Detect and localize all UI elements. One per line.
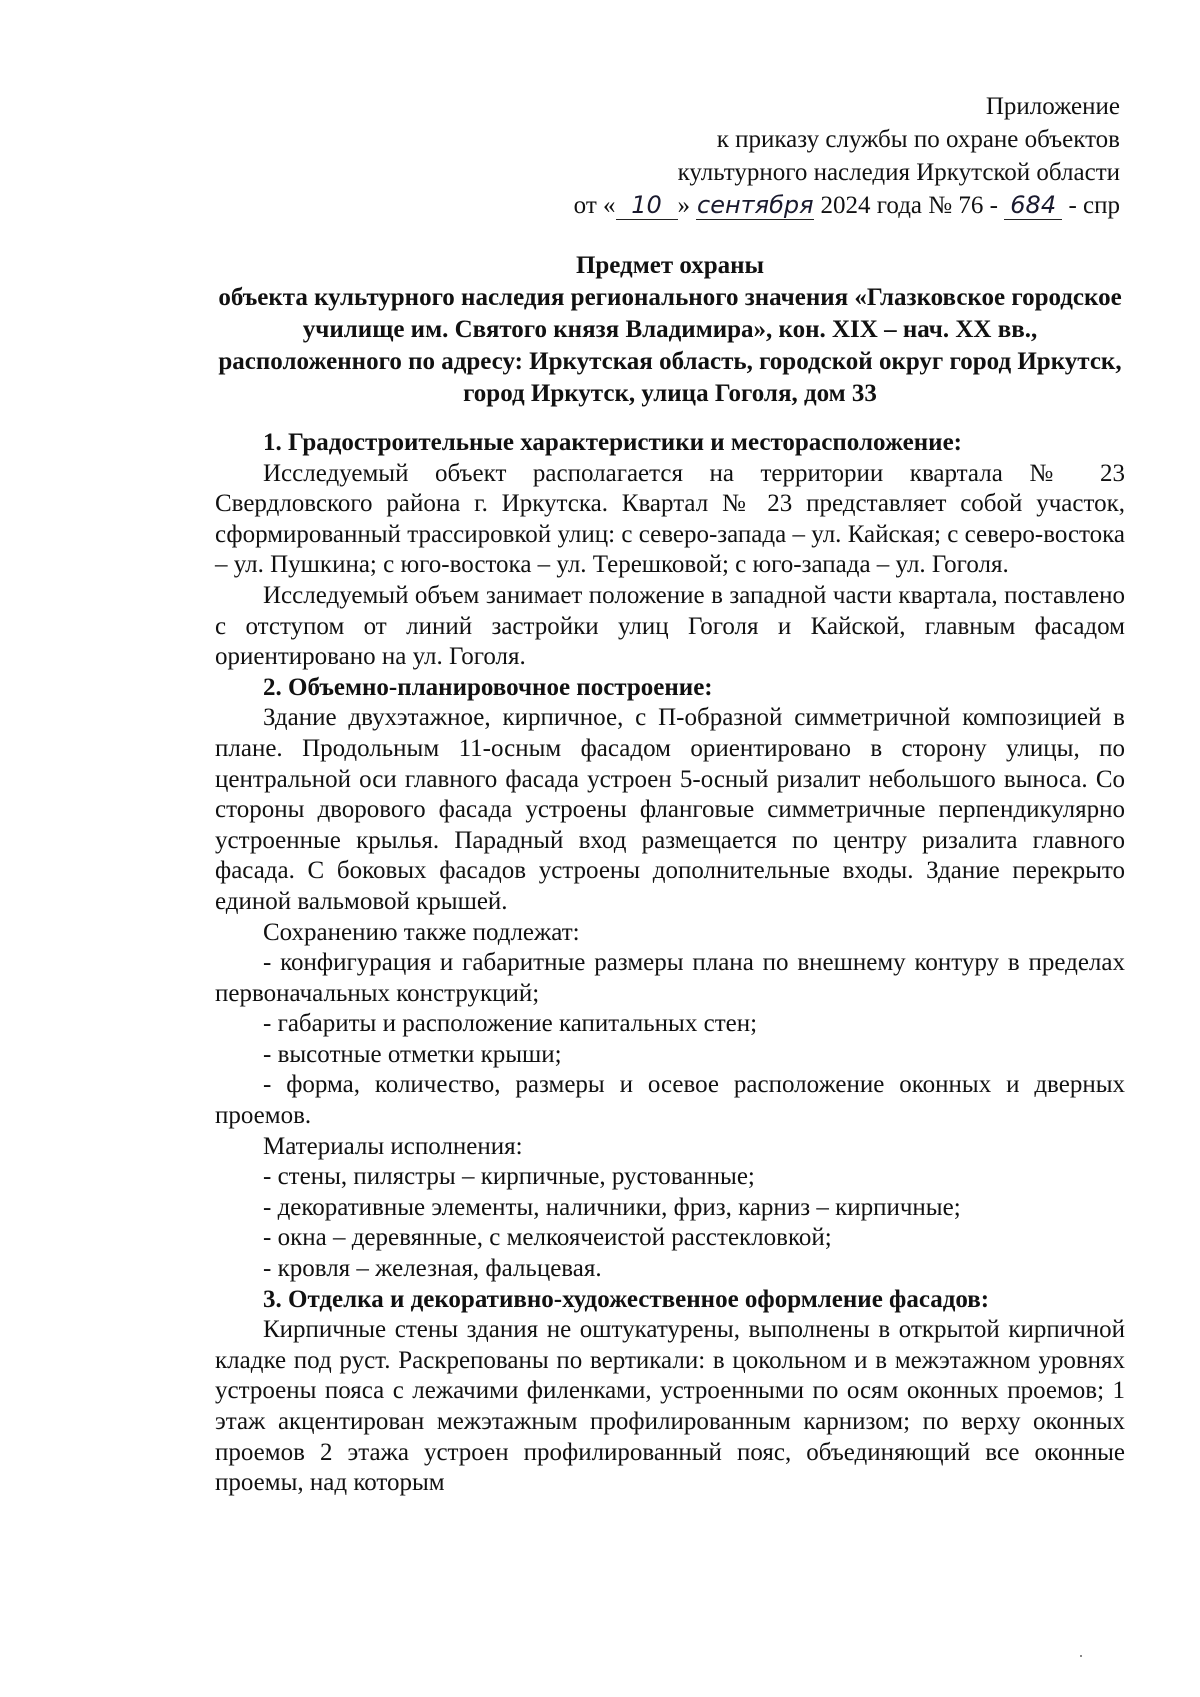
appendix-header (480, 90, 1120, 222)
order-reference-line: к приказу службы по охране объектов (716, 126, 1120, 153)
materials-item: - окна – деревянные, с мелкоячеистой расстекловкой; (263, 1224, 832, 1252)
title-heading: Предмет охраны (575, 252, 765, 279)
doc-number-handwritten: 684 (1004, 191, 1062, 220)
title-object-description: объекта культурного наследия регионального значения «Глазковское городское училище им. Святого князя Владимира», кон. XIX – нач. XX вв., расположенного по адресу: Иркутская область, городской округ город Иркутск, город Иркутск, улица Гоголя, дом 33 (218, 284, 1122, 407)
preserve-label: Сохранению также подлежат: (263, 918, 580, 946)
preserve-item: - форма, количество, размеры и осевое расположение оконных и дверных проемов. (215, 1071, 1125, 1130)
materials-item: - стены, пилястры – кирпичные, рустованные; (263, 1163, 755, 1191)
section-2-heading: 2. Объемно-планировочное построение: (263, 673, 713, 701)
order-date-line (480, 189, 1120, 222)
section-1-heading: 1. Градостроительные характеристики и месторасположение: (263, 429, 962, 456)
section-1-paragraph-2: Исследуемый объем занимает положение в западной части квартала, поставлено с отступом от линий застройки улиц Гоголя и Кайской, главным фасадом ориентировано на ул. Гоголя. (215, 581, 1125, 671)
section-1-paragraph-1: Исследуемый объект располагается на территории квартала № 23 Свердловского района г. Иркутска. Квартал № 23 представляет собой участок, сформированный трассировкой улиц: с северо-запада – ул. Кайская; с северо-востока – ул. Пушкина; с юго-востока – ул. Терешковой; с юго-запада – ул. Гоголя. (215, 459, 1125, 579)
materials-item: - декоративные элементы, наличники, фриз, карниз – кирпичные; (263, 1193, 961, 1221)
document-body (215, 428, 1125, 1499)
date-month-handwritten: сентября (697, 191, 814, 219)
date-year-text: 2024 года № 76 - (820, 192, 998, 219)
scan-speck (1080, 1655, 1082, 1657)
materials-item: - кровля – железная, фальцевая. (263, 1255, 602, 1283)
preserve-item: - габариты и расположение капитальных стен; (263, 1010, 758, 1038)
preserve-item: - высотные отметки крыши; (263, 1040, 562, 1068)
date-prefix: от « (573, 192, 616, 219)
agency-line: культурного наследия Иркутской области (677, 159, 1120, 186)
preserve-item: - конфигурация и габаритные размеры плана по внешнему контуру в пределах первоначальных конструкций; (215, 949, 1125, 1007)
document-title (215, 250, 1125, 410)
section-2-paragraph-1: Здание двухэтажное, кирпичное, с П-образной симметричной композицией в плане. Продольным 11-осным фасадом ориентировано в сторону улицы, по центральной оси главного фасада устроен 5-осный ризалит небольшого выноса. Со стороны дворового фасада устроены фланговые симметричные перпендикулярно устроенные крылья. Парадный вход размещается по центру ризалита главного фасада. С боковых фасадов устроены дополнительные входы. Здание перекрыто единой вальмовой крышей. (215, 704, 1125, 915)
date-mid: » (677, 192, 691, 219)
date-day-handwritten: 10 (616, 191, 678, 220)
doc-suffix: - спр (1068, 192, 1120, 219)
section-3-heading: 3. Отделка и декоративно-художественное оформление фасадов: (263, 1285, 990, 1313)
section-3-paragraph-1: Кирпичные стены здания не оштукатурены, выполнены в открытой кирпичной кладке под руст. Раскрепованы по вертикали: в цокольном и в межэтажном уровнях устроены пояса с лежачими филенками, устроенными по осям оконных проемов; 1 этаж акцентирован межэтажным профилированным карнизом; по верху оконных проемов 2 этажа устроен профилированный пояс, объединяющий все оконные проемы, над которым (215, 1316, 1125, 1497)
materials-label: Материалы исполнения: (263, 1132, 523, 1160)
appendix-label: Приложение (985, 93, 1120, 120)
